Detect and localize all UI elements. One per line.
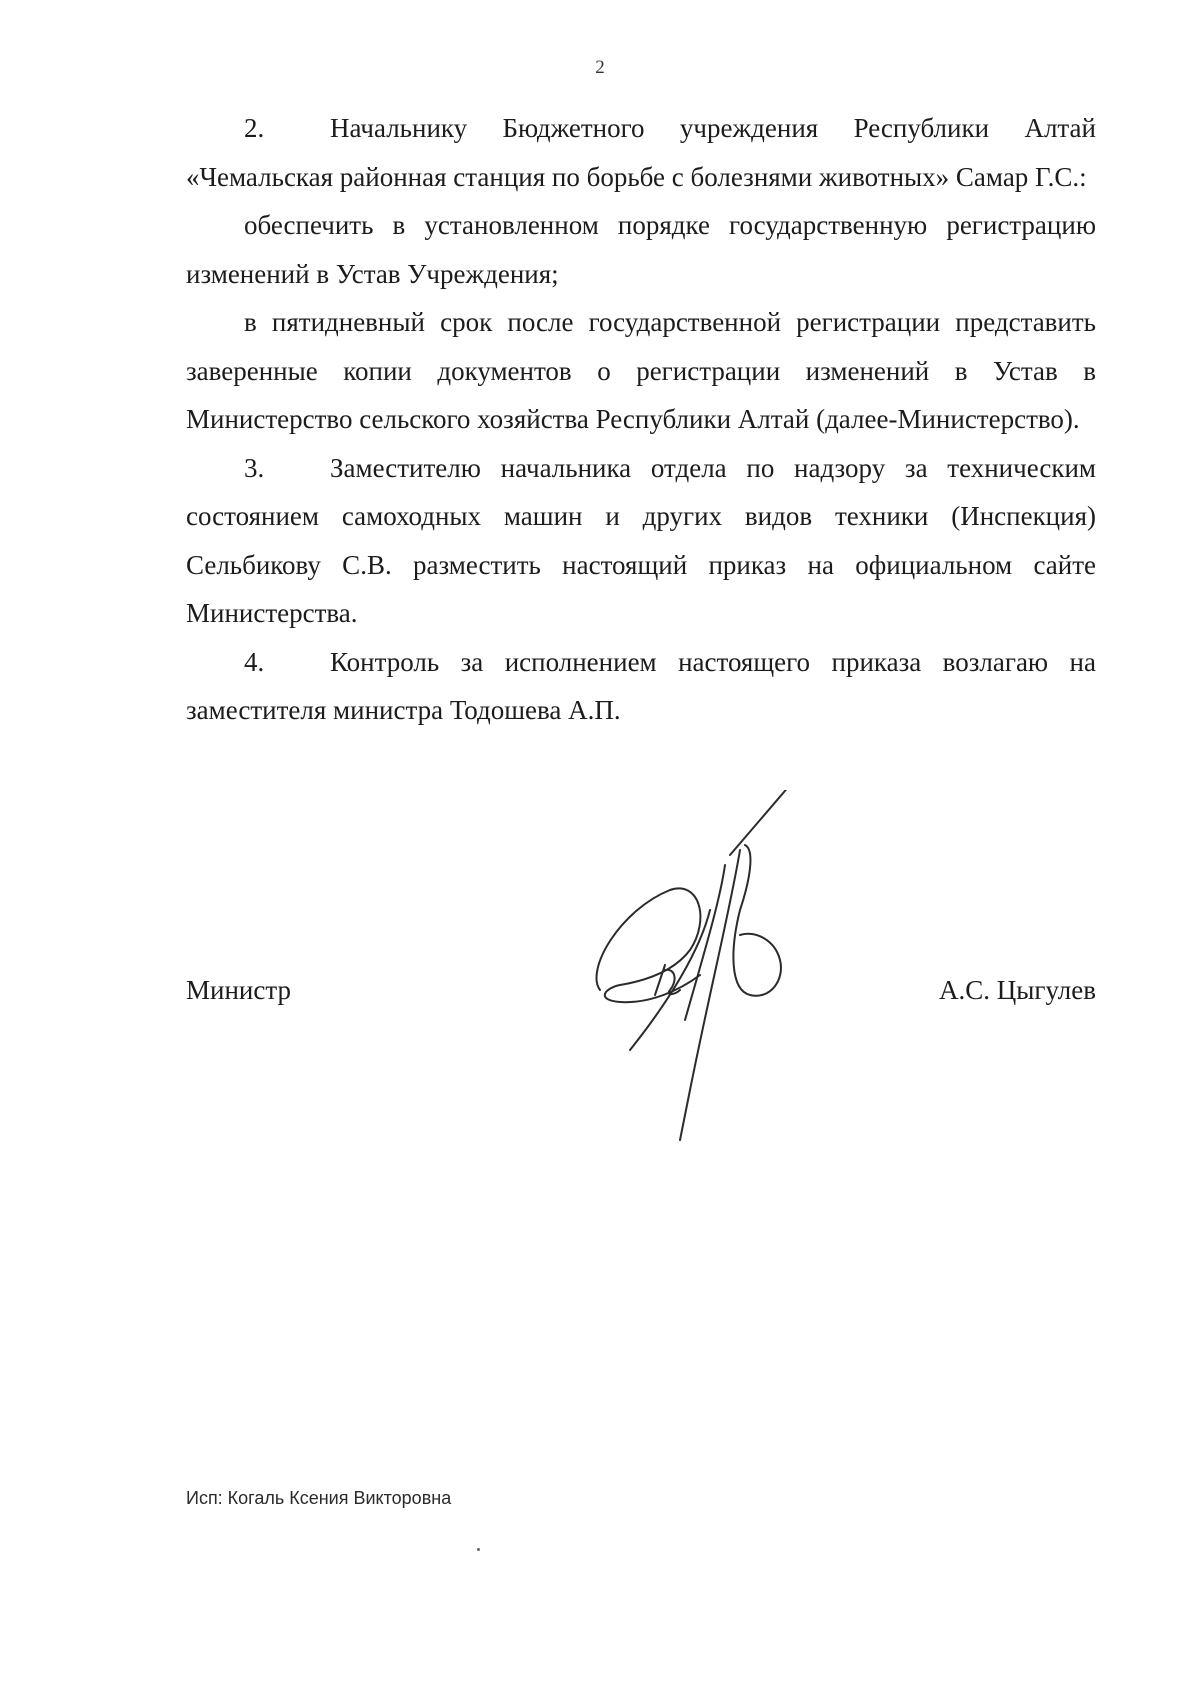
signatory-name: А.С. Цыгулев (939, 975, 1096, 1005)
scan-artifact (477, 1548, 480, 1551)
document-body (186, 104, 1096, 735)
signatory-title: Министр (186, 975, 291, 1005)
page-number: 2 (595, 57, 605, 78)
paragraph-2-sub-1 (186, 201, 1096, 298)
paragraph-text: в пятидневный срок после государственной регистрации представить заверенные копии документов о регистрации изменений в Устав в Министерство сельского хозяйства Республики Алтай (далее-Министерство). (186, 307, 1096, 434)
paragraph-text: Начальнику Бюджетного учреждения Республики Алтай «Чемальская районная станция по борьбе с болезнями животных» Самар Г.С.: (186, 113, 1096, 192)
paragraph-4 (186, 638, 1096, 735)
executor-note: Исп: Когаль Ксения Викторовна (186, 1488, 452, 1508)
paragraph-number: 2. (244, 113, 265, 143)
paragraph-text: Заместителю начальника отдела по надзору за техническим состоянием самоходных машин и других видов техники (Инспекция) Сельбикову С.В. разместить настоящий приказ на официальном сайте Министерства. (186, 452, 1096, 628)
paragraph-number: 4. (244, 646, 265, 677)
paragraph-text: обеспечить в установленном порядке государственную регистрацию изменений в Устав Учреждения; (186, 210, 1096, 289)
signature-block (186, 975, 1096, 1025)
paragraph-text: Контроль за исполнением настоящего приказа возлагаю на заместителя министра Тодошева А.П. (186, 646, 1096, 725)
paragraph-2 (186, 104, 1096, 201)
paragraph-3 (186, 444, 1096, 638)
paragraph-2-sub-2 (186, 298, 1096, 444)
paragraph-number: 3. (244, 452, 265, 483)
